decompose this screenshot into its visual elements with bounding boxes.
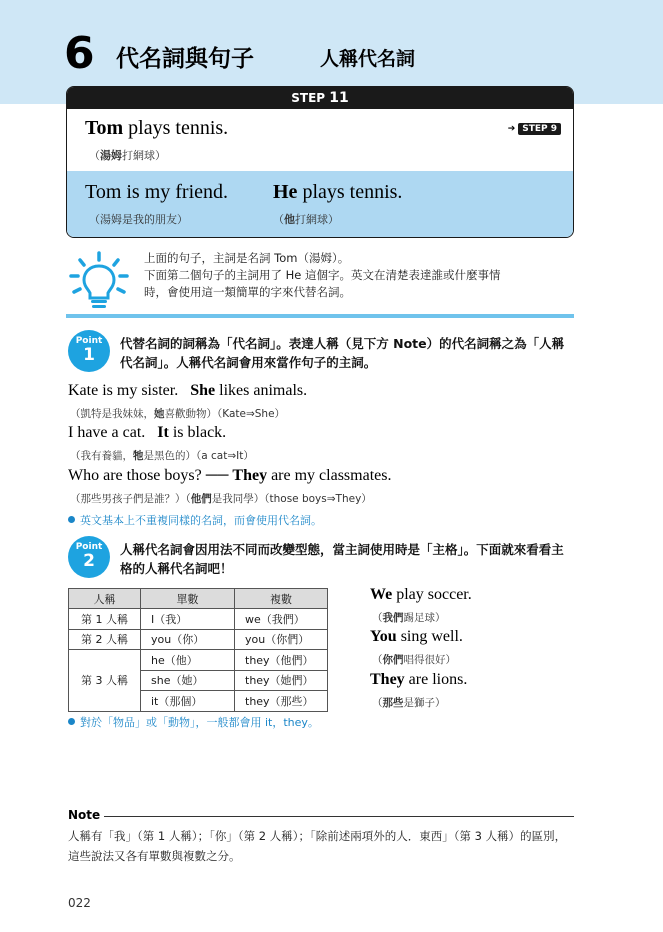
point-2-sentence-3-translation [372,695,446,710]
tr-bold: 我們 [382,612,404,624]
example-1-subject: Tom [85,117,124,139]
tr-a: （ [372,697,383,709]
point-2-sentence-3 [370,671,467,689]
step-label: STEP [291,91,326,105]
note-label: Note [68,808,101,822]
sentence-rest: likes animals. [215,382,308,399]
chapter-subtitle: 人稱代名詞 [320,48,416,70]
tr-b: 唱得很好） [403,654,456,666]
step-example-box [66,86,574,238]
tr-bold: 湯姆 [100,149,122,162]
example-3-subject: He [273,181,298,203]
point-2-sentence-1 [370,586,472,604]
point-number: 1 [83,345,95,365]
point-2-tip [68,714,319,730]
arrow-right-icon: ➔ [507,124,516,134]
point-1-sentence-1 [68,382,307,400]
table-header-row [69,589,328,609]
point-2-sentence-2 [370,628,463,646]
singular-cell: you（你） [141,629,235,650]
point-1-sentence-1-translation [70,406,285,421]
section-divider [66,314,574,318]
point-1-tip [68,512,322,528]
example-sentence-2: Tom is my friend. [85,181,229,203]
point-label: Point [75,336,103,346]
tr-a: （ [372,612,383,624]
singular-cell: I（我） [141,609,235,630]
person-cell: 第 3 人稱 [69,650,141,712]
tip-text: 對於「物品」或「動物」，一般都會用 it，they。 [80,716,319,729]
sentence-rest: are my classmates. [267,467,392,484]
table-row [69,650,328,671]
tr-b: 是我同學）（those boys⇒They） [211,493,372,505]
intro-line-3: 時，會使用這一類簡單的字來代替名詞。 [144,285,351,299]
page-number: 022 [68,896,91,910]
tr-open: （ [273,213,284,226]
point-2-badge [68,536,110,578]
tr-b: 是獅子） [403,697,446,709]
chapter-title: 代名詞與句子 [116,46,254,72]
example-1-rest: plays tennis. [123,117,229,139]
example-1-translation [89,147,166,163]
tr-bold: 你們 [382,654,404,666]
pronoun-table [68,588,328,712]
plural-cell: they（那些） [235,691,328,712]
sentence-pronoun: We [370,586,393,603]
lightbulb-icon [68,250,130,312]
point-1-sentence-3-translation [70,491,372,506]
sentence-pronoun: They [370,671,405,688]
sentence-pronoun: You [370,628,397,645]
bullet-dot-icon [68,718,75,725]
tr-a: （凱特是我妹妹， [70,408,154,420]
intro-line-2: 下面第二個句子的主詞用了 He 這個字。英文在清楚表達誰或什麼事情 [144,268,501,282]
point-1-sentence-2 [68,424,226,442]
point-1-text: 代替名詞的詞稱為「代名詞」。表達人稱（見下方 Note）的代名詞稱之為「人稱代名詞」。人稱代名詞會用來當作句子的主詞。 [120,336,565,370]
example-sentence-3 [273,181,402,204]
tr-b: 踢足球） [403,612,446,624]
note-text: 人稱有「我」（第 1 人稱）；「你」（第 2 人稱）；「除前述兩項外的人．東西」（第 3 人稱）的區別，這些說法又各有單數與複數之分。 [68,829,567,863]
tr-a: （我有養貓， [70,450,133,462]
point-2-text: 人稱代名詞會因用法不同而改變型態，當主詞使用時是「主格」。下面就來看看主格的人稱代名詞吧！ [120,542,564,576]
tr-bold: 他 [284,213,295,226]
tr-a: （ [372,654,383,666]
example-3-rest: plays tennis. [297,181,403,203]
tr-rest: 打網球） [295,213,339,226]
tr-bold: 她 [154,408,165,420]
sentence-rest: are lions. [404,671,468,688]
singular-cell: he（他） [141,650,235,671]
plural-cell: they（她們） [235,670,328,691]
sentence-pre: Kate is my sister. [68,382,191,399]
sentence-pronoun: They [232,467,268,484]
person-cell: 第 2 人稱 [69,629,141,650]
header-plural: 複數 [235,589,328,609]
point-label: Point [75,542,103,552]
example-2-translation: （湯姆是我的朋友） [89,213,188,226]
point-1-badge [68,330,110,372]
point-2-sentence-2-translation [372,652,456,667]
sentence-pronoun: It [157,424,169,441]
point-2-sentence-1-translation [372,610,446,625]
plural-cell: you（你們） [235,629,328,650]
example-3-translation [273,211,339,227]
sentence-rest: sing well. [396,628,463,645]
point-1-sentence-3 [68,467,391,485]
tr-bold: 他們 [190,493,212,505]
step-reference-tag: STEP 9 [518,123,561,135]
sentence-pre: Who are those boys? ── [68,467,233,484]
header-singular: 單數 [141,589,235,609]
sentence-pre: I have a cat. [68,424,158,441]
example-sentence-1 [85,117,228,140]
sentence-rest: play soccer. [392,586,472,603]
step-reference-link[interactable] [508,123,561,135]
tr-open: （ [89,149,100,162]
person-cell: 第 1 人稱 [69,609,141,630]
plural-cell: they（他們） [235,650,328,671]
tr-b: 喜歡動物）（Kate⇒She） [164,408,286,420]
tr-bold: 那些 [382,697,404,709]
chapter-number: 6 [64,28,95,79]
tr-b: 是黑色的）（a cat⇒It） [143,450,254,462]
table-row [69,629,328,650]
step-number: 11 [329,90,349,106]
singular-cell: she（她） [141,670,235,691]
tr-a: （那些男孩子們是誰？）（ [70,493,191,505]
sentence-rest: is black. [168,424,227,441]
point-number: 2 [83,551,95,571]
plural-cell: we（我們） [235,609,328,630]
note-divider [104,816,574,817]
tr-bold: 牠 [133,450,144,462]
bullet-dot-icon [68,516,75,523]
intro-line-1: 上面的句子，主詞是名詞 Tom（湯姆）。 [144,251,350,265]
table-row [69,609,328,630]
tip-text: 英文基本上不重複同樣的名詞，而會使用代名詞。 [80,514,322,527]
intro-explanation [144,250,564,301]
singular-cell: it（那個） [141,691,235,712]
sentence-pronoun: She [190,382,216,399]
point-1-sentence-2-translation [70,448,254,463]
step-header [67,87,573,109]
header-person: 人稱 [69,589,141,609]
tr-rest: 打網球） [122,149,166,162]
